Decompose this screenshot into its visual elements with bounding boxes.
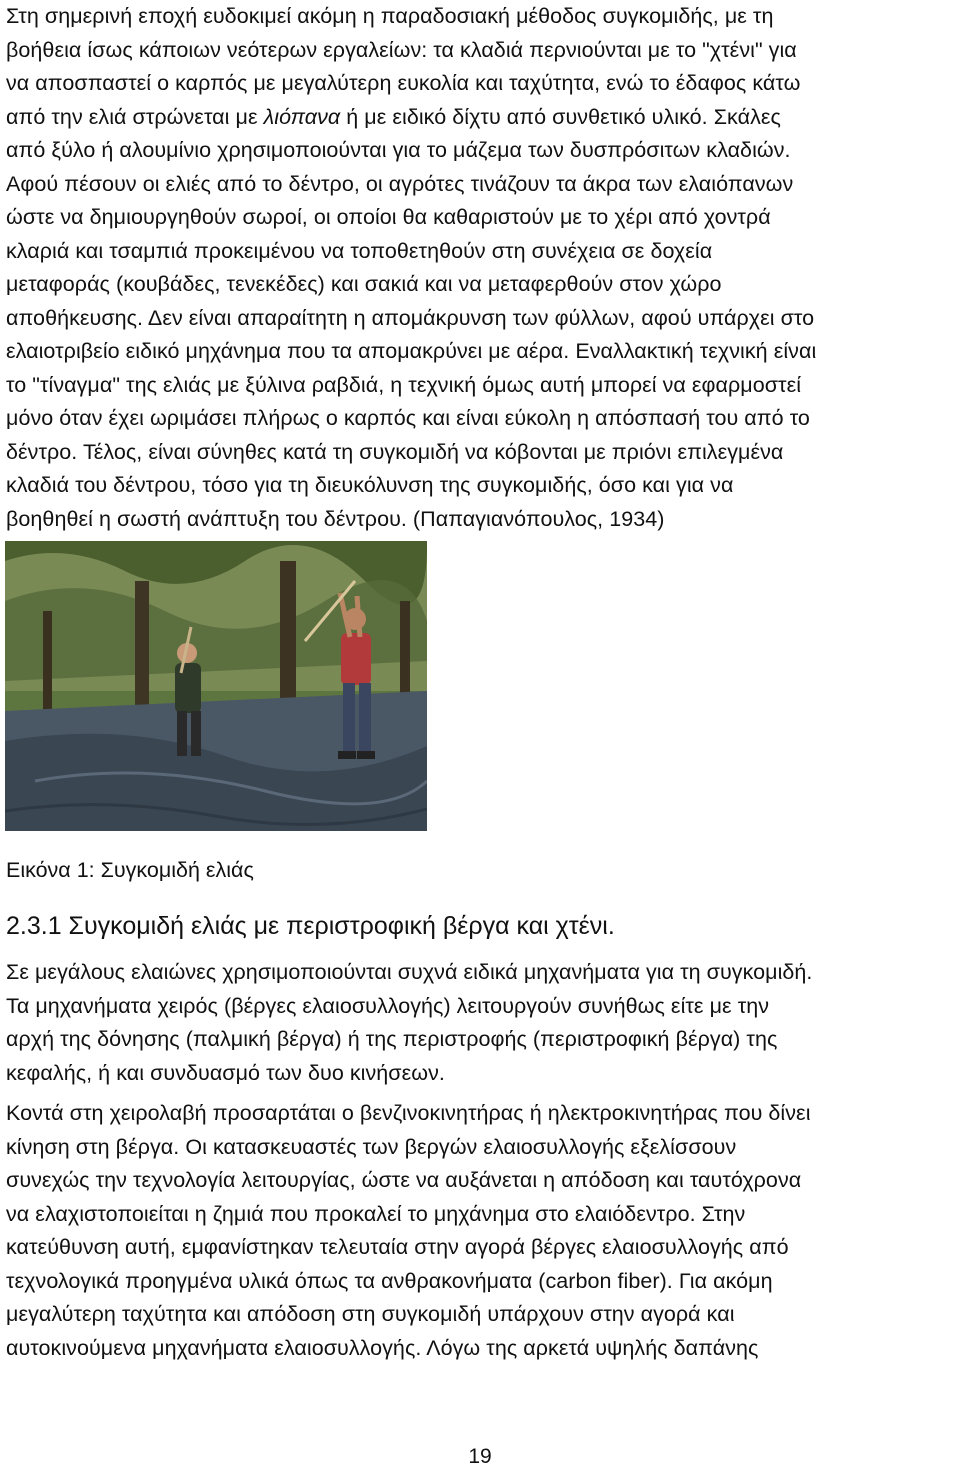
text-line: Κοντά στη χειρολαβή προσαρτάται ο βενζινοκινητήρας ή ηλεκτροκινητήρας που δίνει: [6, 1101, 811, 1125]
text-line: αυτοκινούμενα μηχανήματα ελαιοσυλλογής. Λόγω της αρκετά υψηλής δαπάνης: [6, 1335, 759, 1360]
text-line: βοήθεια ίσως κάποιων νεότερων εργαλείων: τα κλαδιά περνιούνται με το "χτένι" για: [6, 37, 797, 62]
page-number: 19: [468, 1445, 492, 1468]
text-segment: ή με ειδικό δίχτυ από συνθετικό υλικό. Σκάλες: [340, 104, 781, 129]
text-line: κλαριά και τσαμπιά προκειμένου να τοποθετηθούν στη συνέχεια σε δοχεία: [6, 238, 713, 263]
text-line: [6, 101, 956, 135]
text-line: κατεύθυνση αυτή, εμφανίστηκαν τελευταία στην αγορά βέργες ελαιοσυλλογής από: [6, 1235, 789, 1259]
text-line: μόνο όταν έχει ωριμάσει πλήρως ο καρπός και είναι εύκολη η απόσπασή του από το: [6, 406, 810, 430]
text-line: από ξύλο ή αλουμίνιο χρησιμοποιούνται για το μάζεμα των δυσπρόσιτων κλαδιών.: [6, 138, 791, 162]
text-line: βοηθηθεί η σωστή ανάπτυξη του δέντρου. (Παπαγιανόπουλος, 1934): [6, 506, 665, 531]
text-line: κίνηση στη βέργα. Οι κατασκευαστές των βεργών ελαιοσυλλογής εξελίσσουν: [6, 1134, 737, 1159]
paragraph-machinery: [6, 956, 956, 1090]
text-line: ώστε να δημιουργηθούν σωροί, οι οποίοι θα καθαριστούν με το χέρι από χοντρά: [6, 205, 771, 229]
text-line: δέντρο. Τέλος, είναι σύνηθες κατά τη συγκομιδή να κόβονται με πριόνι επιλεγμένα: [6, 439, 784, 464]
text-line: το "τίναγμα" της ελιάς με ξύλινα ραβδιά, η τεχνική όμως αυτή μπορεί να εφαρμοστεί: [6, 372, 802, 397]
text-line: κλαδιά του δέντρου, τόσο για τη διευκόλυνση της συγκομιδής, όσο και για να: [6, 473, 734, 497]
italic-term: λιόπανα: [263, 104, 341, 129]
text-line: αποθήκευσης. Δεν είναι απαραίτητη η απομάκρυνση των φύλλων, αφού υπάρχει στο: [6, 305, 815, 330]
paragraph-traditional-harvest: [6, 0, 956, 536]
text-line: μεταφοράς (κουβάδες, τενεκέδες) και σακιά και να μεταφερθούν στον χώρο: [6, 272, 722, 296]
text-line: τεχνολογικά προηγμένα υλικά όπως τα ανθρακονήματα (carbon fiber). Για ακόμη: [6, 1268, 773, 1293]
text-line: κεφαλής, ή και συνδυασμό των δυο κινήσεων.: [6, 1060, 445, 1085]
text-line: συνεχώς την τεχνολογία λειτουργίας, ώστε να αυξάνεται η απόδοση και ταυτόχρονα: [6, 1168, 802, 1192]
section-heading: 2.3.1 Συγκομιδή ελιάς με περιστροφική βέργα και χτένι.: [6, 912, 615, 940]
figure-caption: Εικόνα 1: Συγκομιδή ελιάς: [6, 858, 254, 882]
text-line: ελαιοτριβείο ειδικό μηχάνημα που τα απομακρύνει με αέρα. Εναλλακτική τεχνική είναι: [6, 339, 817, 363]
text-segment: από την ελιά στρώνεται με: [6, 104, 264, 129]
text-line: Τα μηχανήματα χειρός (βέργες ελαιοσυλλογής) λειτουργούν συνήθως είτε με την: [6, 993, 770, 1018]
text-line: να αποσπαστεί ο καρπός με μεγαλύτερη ευκολία και ταχύτητα, ενώ το έδαφος κάτω: [6, 71, 801, 95]
paragraph-engine: [6, 1097, 956, 1365]
olive-harvest-photo: [5, 541, 427, 831]
text-line: μεγαλύτερη ταχύτητα και απόδοση στη συγκομιδή υπάρχουν στην αγορά και: [6, 1302, 735, 1326]
text-line: αρχή της δόνησης (παλμική βέργα) ή της περιστροφής (περιστροφική βέργα) της: [6, 1027, 778, 1051]
text-line: Στη σημερινή εποχή ευδοκιμεί ακόμη η παραδοσιακή μέθοδος συγκομιδής, με τη: [6, 4, 774, 28]
text-line: Αφού πέσουν οι ελιές από το δέντρο, οι αγρότες τινάζουν τα άκρα των ελαιόπανων: [6, 171, 794, 196]
text-line: να ελαχιστοποιείται η ζημιά που προκαλεί το μηχάνημα στο ελαιόδεντρο. Στην: [6, 1201, 746, 1226]
text-line: Σε μεγάλους ελαιώνες χρησιμοποιούνται συχνά ειδικά μηχανήματα για τη συγκομιδή.: [6, 960, 813, 984]
